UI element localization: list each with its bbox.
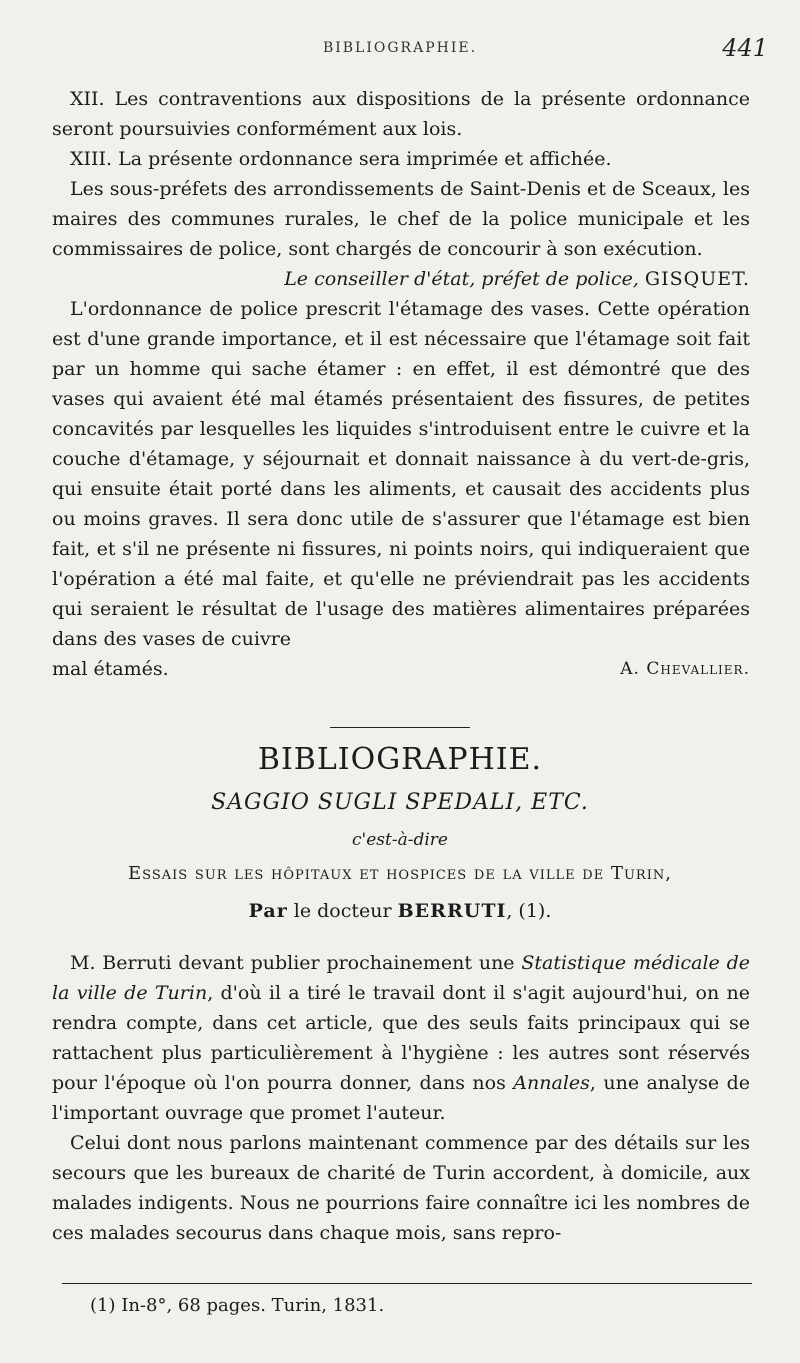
running-head: BIBLIOGRAPHIE. <box>322 40 478 56</box>
review-italic-title: Statistique médicale de la ville de Turin <box>52 952 750 1004</box>
signature-title: Le conseiller d'état, préfet de police, <box>284 268 639 290</box>
footnote-rule <box>62 1283 752 1284</box>
article-number: XIII. <box>70 148 113 170</box>
cest-a-dire: c'est-à-dire <box>352 830 448 850</box>
translated-title: Essais sur les hôpitaux et hospices de la ville de Turin, <box>128 863 672 884</box>
footnote-ref: , (1). <box>506 900 552 922</box>
commentary-paragraph: L'ordonnance de police prescrit l'étamage des vases. Cette opération est d'une grande importance, et il est nécessaire que l'étamage soit fait par un homme qui sache étamer : en effet, il est démontré que des vases qui avaient été mal étamés présentaient des fissures, de petites concavités par lesquelles les liquides s'introduisent entre le cuivre et la couche d'étamage, y séjournait et donnait naissance à du vert-de-gris, qui ensuite était porté dans les aliments, et causait des accidents plus ou moins graves. Il sera donc utile de s'assurer que l'étamage est bien fait, et s'il ne présente ni fissures, ni points noirs, qui indiqueraient que l'opération a été mal faite, et qu'elle ne préviendrait pas les accidents qui seraient le résultat de l'usage des matières alimentaires préparées dans des vases de cuivre <box>52 298 750 650</box>
review-text: M. Berruti devant publier prochainement une <box>70 952 515 974</box>
review-block <box>52 948 750 1248</box>
commentary-author: A. Chevallier. <box>620 659 750 679</box>
signature-name: GISQUET. <box>644 268 750 290</box>
section-divider <box>330 727 470 728</box>
article-text: La présente ordonnance sera imprimée et affichée. <box>118 148 612 170</box>
article-13 <box>52 144 750 174</box>
author-line <box>0 900 800 922</box>
ordinance-signature <box>52 264 750 294</box>
ordinance-block <box>52 84 750 684</box>
review-italic-annales: Annales <box>513 1072 590 1094</box>
article-12 <box>52 84 750 144</box>
review-text: , une analyse de l'important ouvrage que promet l'auteur. <box>52 1072 750 1124</box>
article-text: Les contraventions aux dispositions de la présente ordonnance seront poursuivies conformément aux lois. <box>52 88 750 140</box>
commentary-end <box>52 654 750 684</box>
review-text: , d'où il a tiré le travail dont il s'agit aujourd'hui, on ne rendra compte, dans cet article, que des seuls faits principaux qui se rattachent plus particulièrement à l'hygiène : les autres sont réservés pour l'époque où l'on pourra donner, dans nos <box>52 982 750 1094</box>
author-title: le docteur <box>293 900 392 922</box>
author-prefix: Par <box>248 900 288 922</box>
footnote: (1) In-8°, 68 pages. Turin, 1831. <box>90 1295 385 1316</box>
review-paragraph-2: Celui dont nous parlons maintenant commence par des détails sur les secours que les bureaux de charité de Turin accordent, à domicile, aux malades indigents. Nous ne pourrions faire connaître ici les nombres de ces malades secourus dans chaque mois, sans repro- <box>52 1132 750 1244</box>
page-number: 441 <box>722 34 768 62</box>
review-paragraph-1 <box>52 948 750 1128</box>
ordinance-closing: Les sous-préfets des arrondissements de Saint-Denis et de Sceaux, les maires des communes rurales, le chef de la police municipale et les commissaires de police, sont chargés de concourir à son exécution. <box>52 178 750 260</box>
work-title: SAGGIO SUGLI SPEDALI, ETC. <box>211 790 589 815</box>
author-name: BERRUTI <box>397 900 507 922</box>
article-number: XII. <box>70 88 105 110</box>
commentary-last-words: mal étamés. <box>52 658 169 680</box>
section-heading: BIBLIOGRAPHIE. <box>257 742 543 777</box>
